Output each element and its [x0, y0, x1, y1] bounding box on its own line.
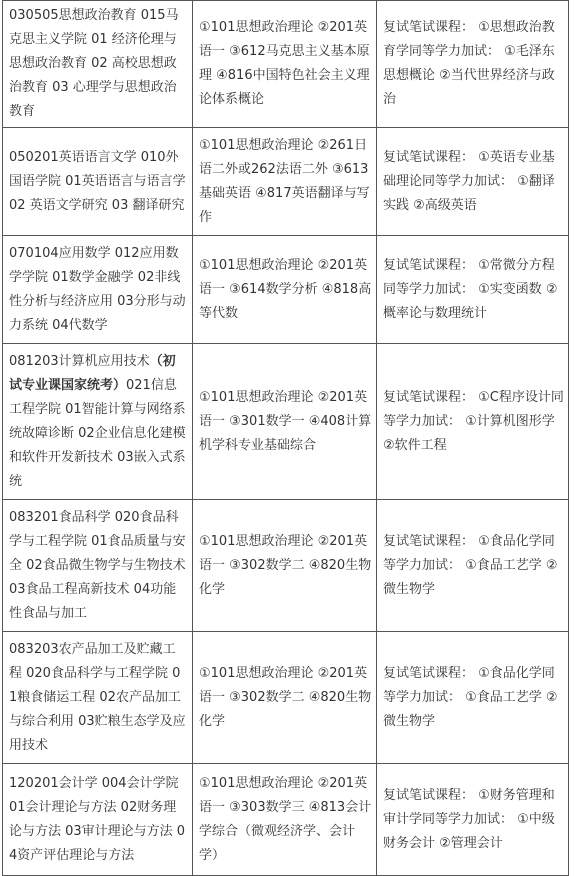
table-row	[3, 236, 569, 344]
program-cell	[3, 344, 193, 500]
program-directions: 021信息工程学院 01智能计算与网络系统故障诊断 02企业信息化建模和软件开发新技术 03嵌入式系统	[9, 377, 186, 489]
table-row	[3, 1, 569, 128]
retest-courses-cell: 复试笔试课程： ①C程序设计同等学力加试： ①计算机图形学 ②软件工程	[377, 344, 569, 500]
unified-exam-note: （初试专业课国家统考）	[9, 353, 176, 393]
exam-subjects-cell: ①101思想政治理论 ②261日语二外或262法语二外 ③613基础英语 ④817英语翻译与写作	[193, 128, 377, 236]
program-code-name: 081203计算机应用技术	[9, 353, 150, 369]
table-row	[3, 632, 569, 764]
exam-subjects-cell: ①101思想政治理论 ②201英语一 ③303数学三 ④813会计学综合（微观经济学、会计学）	[193, 764, 377, 876]
program-cell: 083203农产品加工及贮藏工程 020食品科学与工程学院 01粮食储运工程 02农产品加工与综合利用 03贮粮生态学及应用技术	[3, 632, 193, 764]
table-row	[3, 500, 569, 632]
exam-subjects-cell: ①101思想政治理论 ②201英语一 ③614数学分析 ④818高等代数	[193, 236, 377, 344]
retest-courses-cell: 复试笔试课程： ①英语专业基础理论同等学力加试： ①翻译实践 ②高级英语	[377, 128, 569, 236]
program-cell: 030505思想政治教育 015马克思主义学院 01 经济伦理与思想政治教育 02 高校思想政治教育 03 心理学与思想政治教育	[3, 1, 193, 128]
program-cell: 070104应用数学 012应用数学学院 01数学金融学 02非线性分析与经济应用 03分形与动力系统 04代数学	[3, 236, 193, 344]
exam-subjects-cell: ①101思想政治理论 ②201英语一 ③302数学二 ④820生物化学	[193, 632, 377, 764]
retest-courses-cell: 复试笔试课程： ①常微分方程同等学力加试： ①实变函数 ②概率论与数理统计	[377, 236, 569, 344]
program-cell: 050201英语语言文学 010外国语学院 01英语语言与语言学 02 英语文学研究 03 翻译研究	[3, 128, 193, 236]
retest-courses-cell: 复试笔试课程： ①食品化学同等学力加试： ①食品工艺学 ②微生物学	[377, 500, 569, 632]
program-table	[2, 0, 569, 876]
table-row	[3, 128, 569, 236]
exam-subjects-cell: ①101思想政治理论 ②201英语一 ③301数学一 ④408计算机学科专业基础综合	[193, 344, 377, 500]
table-row	[3, 344, 569, 500]
exam-subjects-cell: ①101思想政治理论 ②201英语一 ③612马克思主义基本原理 ④816中国特色社会主义理论体系概论	[193, 1, 377, 128]
retest-courses-cell: 复试笔试课程： ①财务管理和审计学同等学力加试： ①中级财务会计 ②管理会计	[377, 764, 569, 876]
table-row	[3, 764, 569, 876]
program-cell: 083201食品科学 020食品科学与工程学院 01食品质量与安全 02食品微生物学与生物技术 03食品工程高新技术 04功能性食品与加工	[3, 500, 193, 632]
program-cell: 120201会计学 004会计学院 01会计理论与方法 02财务理论与方法 03审计理论与方法 04资产评估理论与方法	[3, 764, 193, 876]
retest-courses-cell: 复试笔试课程： ①食品化学同等学力加试： ①食品工艺学 ②微生物学	[377, 632, 569, 764]
exam-subjects-cell: ①101思想政治理论 ②201英语一 ③302数学二 ④820生物化学	[193, 500, 377, 632]
retest-courses-cell: 复试笔试课程： ①思想政治教育学同等学力加试： ①毛泽东思想概论 ②当代世界经济与政治	[377, 1, 569, 128]
